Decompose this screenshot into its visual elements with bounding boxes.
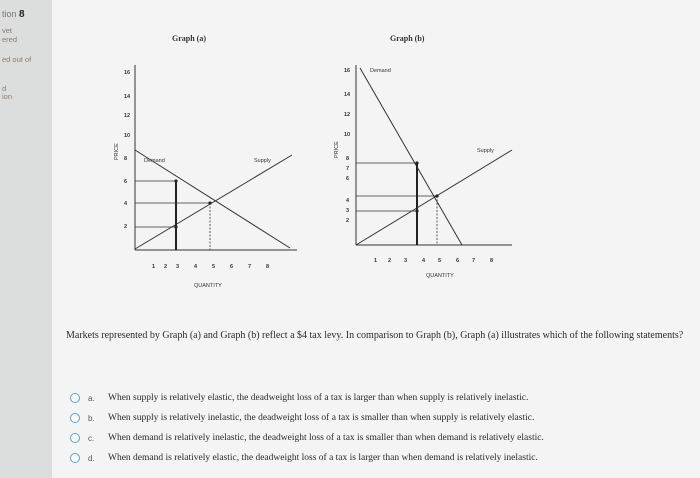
graph-b-ylabel: PRICE	[334, 141, 340, 158]
graph-a-point	[174, 179, 177, 182]
y-tick: 8	[346, 156, 350, 162]
graph-b-point	[415, 209, 418, 212]
graph-a-demand-line	[135, 150, 290, 248]
question-content	[52, 0, 700, 478]
y-tick: 12	[344, 112, 351, 118]
sidebar-status-line: vet	[2, 26, 13, 35]
answer-option-b[interactable]	[70, 411, 534, 425]
radio-button[interactable]	[70, 393, 80, 403]
graph-b-title: Graph (b)	[390, 34, 425, 43]
graph-b-supply-line	[356, 150, 512, 245]
graph-a-ylabel: PRICE	[114, 143, 120, 160]
left-sidebar	[0, 0, 53, 478]
sidebar-flag-line: ion	[2, 92, 13, 101]
x-tick: 1	[374, 258, 378, 264]
x-tick: 5	[438, 258, 442, 264]
x-tick: 3	[176, 264, 180, 270]
x-tick: 1	[152, 264, 156, 270]
sidebar-flag-line: d	[2, 84, 7, 93]
y-tick: 12	[124, 113, 131, 119]
x-tick: 7	[248, 264, 252, 270]
x-tick: 6	[456, 258, 460, 264]
option-text: When supply is relatively inelastic, the deadweight loss of a tax is smaller than when supply is relatively elastic.	[108, 413, 535, 423]
graph-a-supply-label: Supply	[254, 158, 271, 164]
question-number: tion 8	[2, 9, 25, 20]
y-tick: 16	[124, 70, 131, 76]
answer-option-a[interactable]	[70, 391, 528, 405]
option-letter: c.	[88, 433, 95, 443]
y-tick: 2	[124, 224, 128, 230]
x-tick: 7	[472, 258, 476, 264]
y-tick: 14	[344, 92, 351, 98]
answer-option-d[interactable]	[70, 451, 538, 465]
graph-b-demand-label: Demand	[370, 68, 391, 74]
sidebar-status-line: ered	[2, 35, 18, 44]
question-text: Markets represented by Graph (a) and Graph (b) reflect a $4 tax levy. In comparison to Graph (b), Graph (a) illustrates which of the following statements?	[66, 330, 684, 341]
y-tick: 6	[124, 179, 128, 185]
y-tick: 4	[346, 198, 350, 204]
y-tick: 7	[346, 166, 350, 172]
sidebar-points-line: ed out of	[2, 55, 32, 64]
radio-button[interactable]	[70, 453, 80, 463]
graph-b	[334, 34, 512, 279]
x-tick: 8	[266, 264, 270, 270]
y-tick: 10	[344, 132, 351, 138]
y-tick: 10	[124, 133, 131, 139]
graph-b-xlabel: QUANTITY	[426, 273, 454, 279]
graph-b-supply-label: Supply	[477, 148, 494, 154]
y-tick: 14	[124, 94, 131, 100]
x-tick: 5	[212, 264, 216, 270]
radio-button[interactable]	[70, 413, 80, 423]
x-tick: 8	[490, 258, 494, 264]
x-tick: 3	[404, 258, 408, 264]
graph-a-point	[174, 225, 177, 228]
graph-a-point	[208, 201, 211, 204]
option-text: When demand is relatively inelastic, the deadweight loss of a tax is smaller than when demand is relatively elastic.	[108, 433, 544, 443]
graph-b-demand-line	[360, 68, 462, 245]
option-text: When supply is relatively elastic, the deadweight loss of a tax is larger than when supply is relatively inelastic.	[108, 393, 529, 403]
graph-b-point	[435, 194, 438, 197]
option-text: When demand is relatively elastic, the deadweight loss of a tax is larger than when demand is relatively inelastic.	[108, 453, 538, 463]
radio-button[interactable]	[70, 433, 80, 443]
y-tick: 6	[346, 176, 350, 182]
y-tick: 2	[346, 218, 350, 224]
graph-a-title: Graph (a)	[172, 34, 206, 43]
option-letter: b.	[88, 413, 95, 423]
graph-a-xlabel: QUANTITY	[194, 283, 222, 289]
x-tick: 4	[194, 264, 198, 270]
option-letter: d.	[88, 453, 95, 463]
graph-a	[114, 34, 297, 289]
option-letter: a.	[88, 393, 95, 403]
y-tick: 8	[124, 156, 128, 162]
x-tick: 6	[230, 264, 234, 270]
y-tick: 3	[346, 208, 350, 214]
answer-option-c[interactable]	[70, 431, 544, 445]
y-tick: 16	[344, 68, 351, 74]
graph-b-point	[415, 161, 418, 164]
graph-a-demand-label: Demand	[144, 158, 165, 164]
graphs-figure	[52, 0, 700, 330]
x-tick: 2	[164, 264, 168, 270]
y-tick: 4	[124, 201, 128, 207]
x-tick: 2	[388, 258, 392, 264]
x-tick: 4	[422, 258, 426, 264]
